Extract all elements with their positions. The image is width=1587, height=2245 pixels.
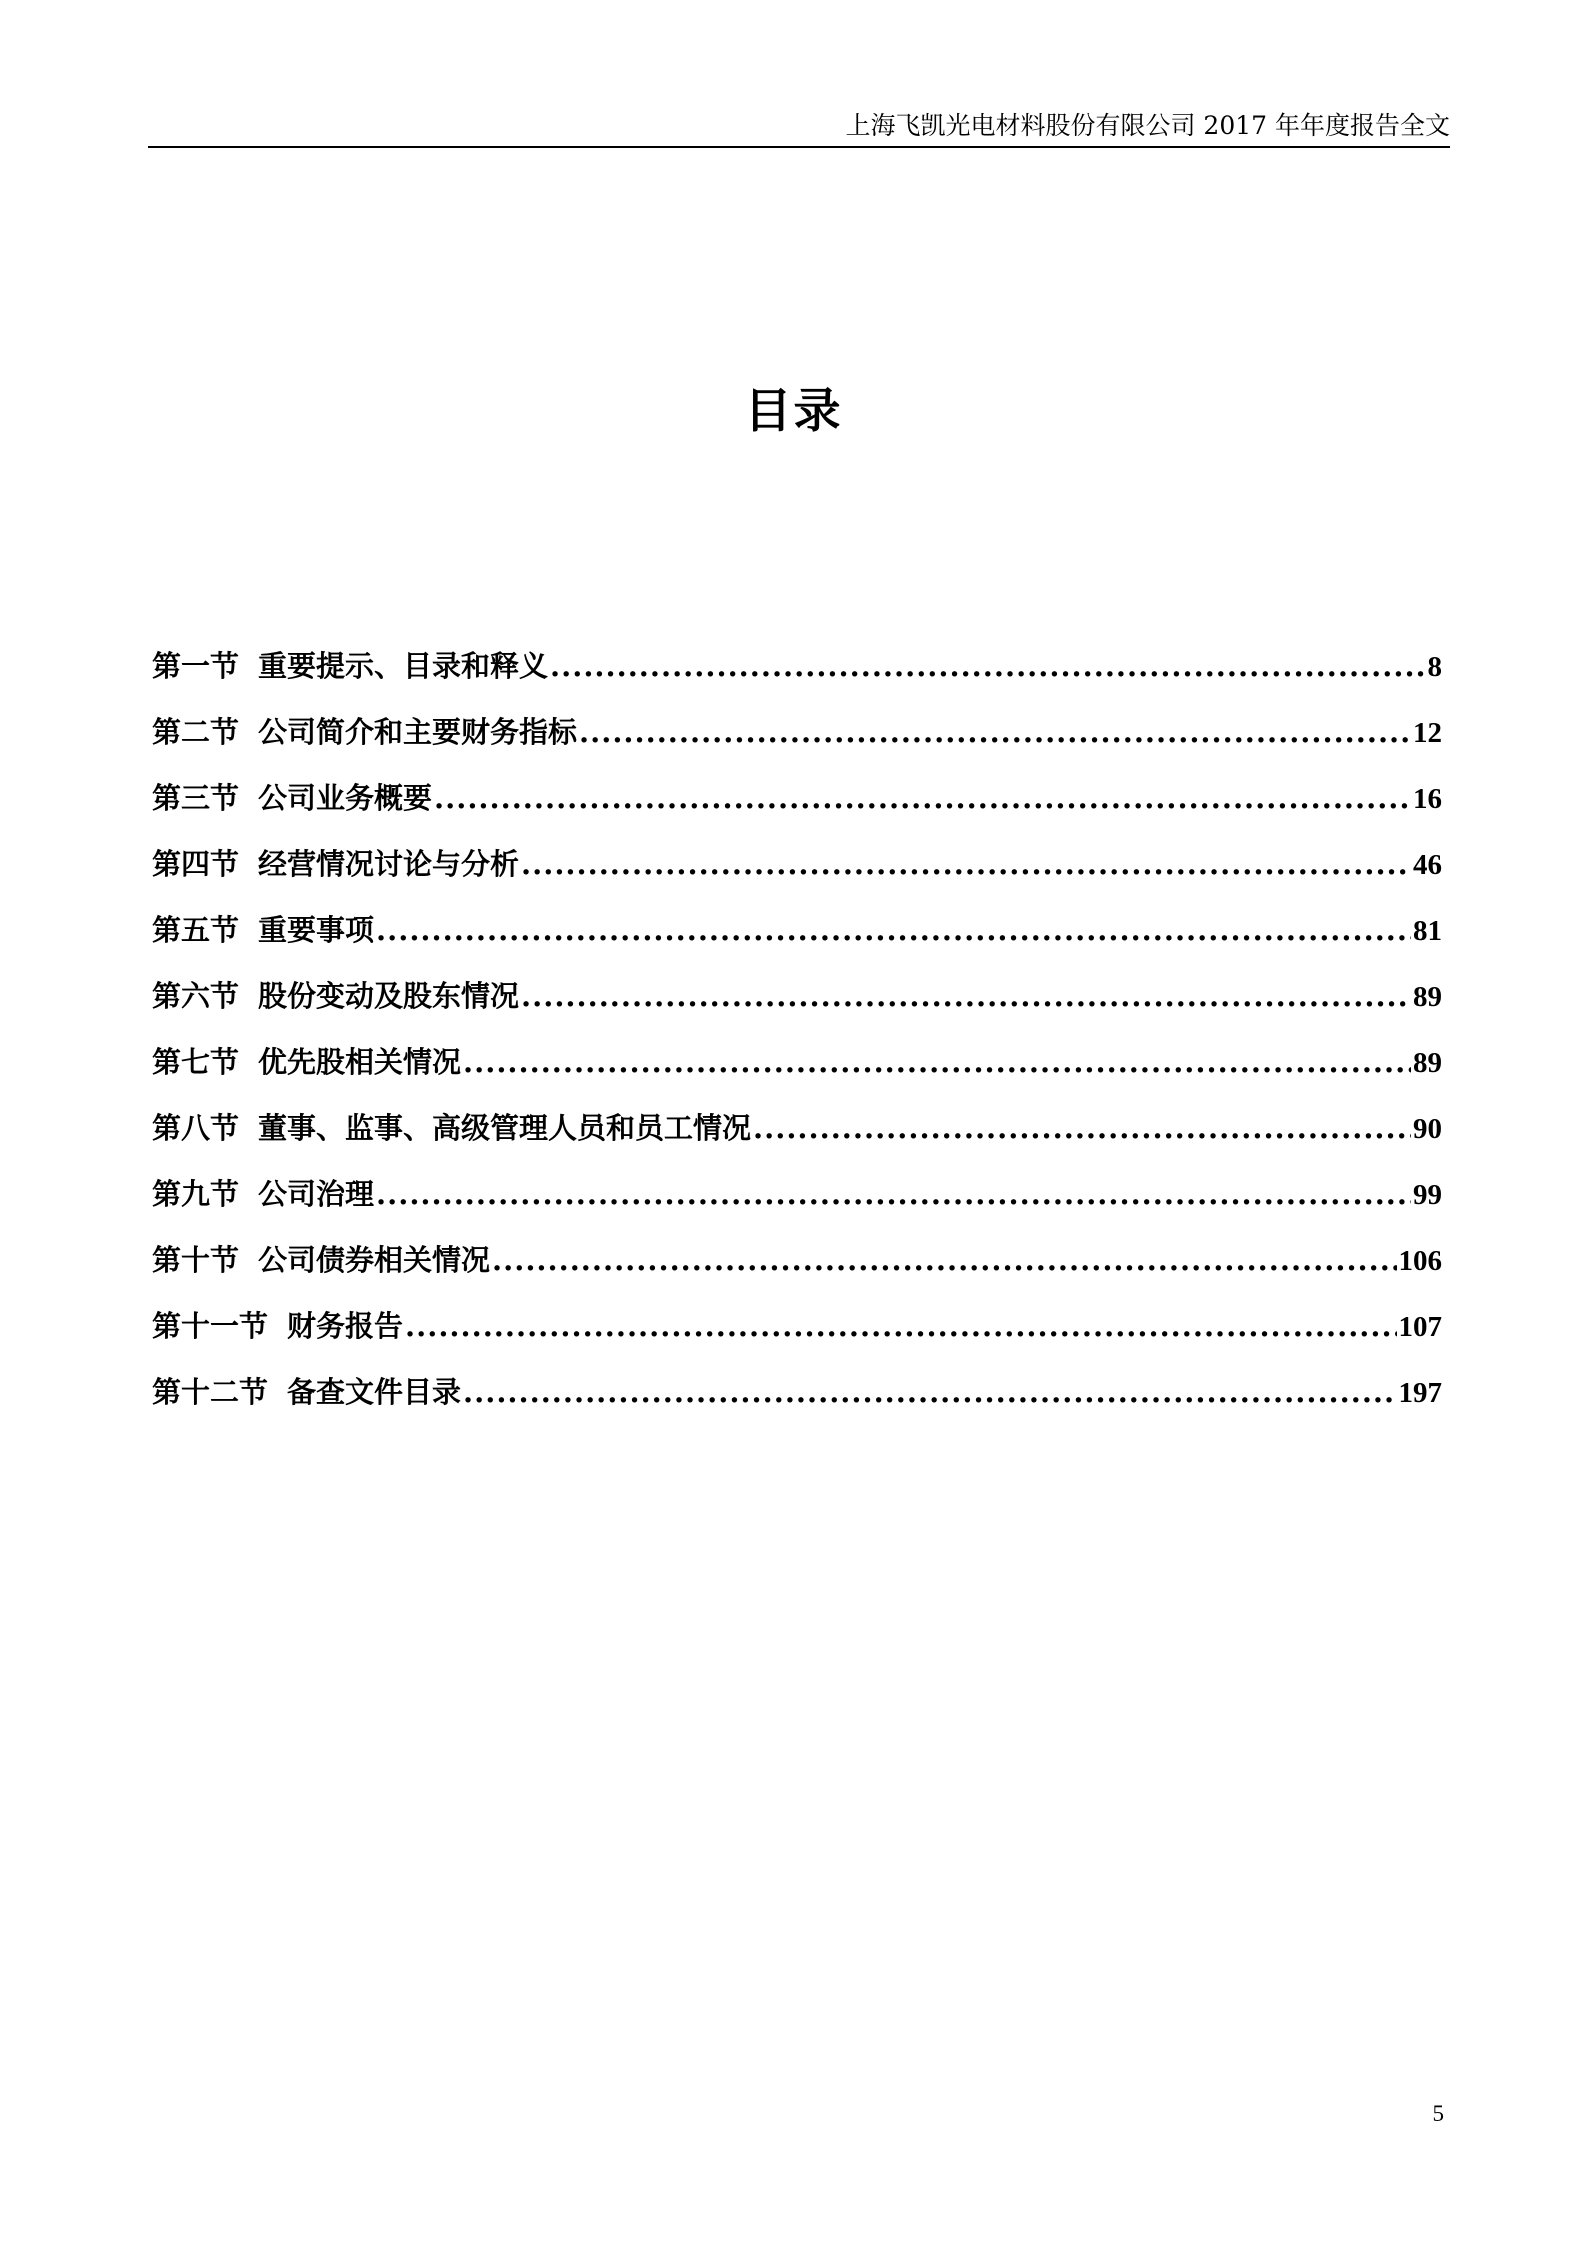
page-number: 5 — [1432, 2101, 1444, 2126]
toc-section-number: 第五节 — [152, 913, 240, 947]
toc-dot-leader — [463, 1045, 1411, 1079]
toc-entry[interactable] — [152, 842, 1442, 908]
toc-dot-leader — [521, 979, 1411, 1013]
toc-entry[interactable] — [152, 1172, 1442, 1238]
toc-section-title: 重要提示、目录和释义 — [258, 649, 549, 683]
toc-section-title: 股份变动及股东情况 — [258, 979, 520, 1013]
toc-entry[interactable] — [152, 710, 1442, 776]
toc-section-number: 第九节 — [152, 1177, 240, 1211]
toc-page-number: 90 — [1413, 1113, 1442, 1145]
toc-section-number: 第六节 — [152, 979, 240, 1013]
toc-entry[interactable] — [152, 644, 1442, 710]
toc-dot-leader — [463, 1375, 1396, 1409]
toc-section-number: 第四节 — [152, 847, 240, 881]
toc-entry[interactable] — [152, 974, 1442, 1040]
toc-dot-leader — [434, 781, 1411, 815]
header-rule — [148, 146, 1450, 148]
toc-page-number: 12 — [1413, 717, 1442, 749]
toc-section-number: 第十二节 — [152, 1375, 269, 1409]
toc-dot-leader — [376, 913, 1411, 947]
toc-dot-leader — [521, 847, 1411, 881]
toc-section-title: 经营情况讨论与分析 — [258, 847, 520, 881]
toc-section-number: 第十一节 — [152, 1309, 269, 1343]
toc-entry[interactable] — [152, 1238, 1442, 1304]
toc-dot-leader — [550, 649, 1425, 683]
toc-section-title: 财务报告 — [287, 1309, 404, 1343]
toc-dot-leader — [376, 1177, 1411, 1211]
toc-page-number: 8 — [1427, 651, 1442, 683]
toc-page-number: 89 — [1413, 1047, 1442, 1079]
toc-entry[interactable] — [152, 1304, 1442, 1370]
toc-entry[interactable] — [152, 1370, 1442, 1436]
toc-section-title: 董事、监事、高级管理人员和员工情况 — [258, 1111, 752, 1145]
toc-section-title: 公司治理 — [258, 1177, 375, 1211]
toc-entry[interactable] — [152, 1040, 1442, 1106]
toc-entry[interactable] — [152, 776, 1442, 842]
toc-page-number: 16 — [1413, 783, 1442, 815]
toc-dot-leader — [492, 1243, 1396, 1277]
toc-section-title: 公司业务概要 — [258, 781, 433, 815]
toc-section-number: 第八节 — [152, 1111, 240, 1145]
toc-section-number: 第十节 — [152, 1243, 240, 1277]
toc-entry[interactable] — [152, 908, 1442, 974]
toc-page-number: 46 — [1413, 849, 1442, 881]
toc-section-number: 第二节 — [152, 715, 240, 749]
toc-entry[interactable] — [152, 1106, 1442, 1172]
toc-dot-leader — [753, 1111, 1411, 1145]
toc-section-title: 备查文件目录 — [287, 1375, 462, 1409]
toc-section-title: 优先股相关情况 — [258, 1045, 462, 1079]
toc-page-number: 197 — [1398, 1377, 1442, 1409]
toc-section-title: 公司简介和主要财务指标 — [258, 715, 578, 749]
toc-section-number: 第一节 — [152, 649, 240, 683]
toc-section-number: 第三节 — [152, 781, 240, 815]
toc-dot-leader — [405, 1309, 1396, 1343]
page-title: 目录 — [744, 384, 843, 439]
toc-page-number: 89 — [1413, 981, 1442, 1013]
toc-section-title: 公司债券相关情况 — [258, 1243, 491, 1277]
toc-dot-leader — [579, 715, 1411, 749]
toc-page-number: 107 — [1398, 1311, 1442, 1343]
running-header: 上海飞凯光电材料股份有限公司 2017 年年度报告全文 — [845, 111, 1450, 140]
toc-page-number: 106 — [1398, 1245, 1442, 1277]
table-of-contents — [152, 644, 1442, 1436]
toc-page-number: 81 — [1413, 915, 1442, 947]
toc-section-title: 重要事项 — [258, 913, 375, 947]
toc-section-number: 第七节 — [152, 1045, 240, 1079]
toc-page-number: 99 — [1413, 1179, 1442, 1211]
